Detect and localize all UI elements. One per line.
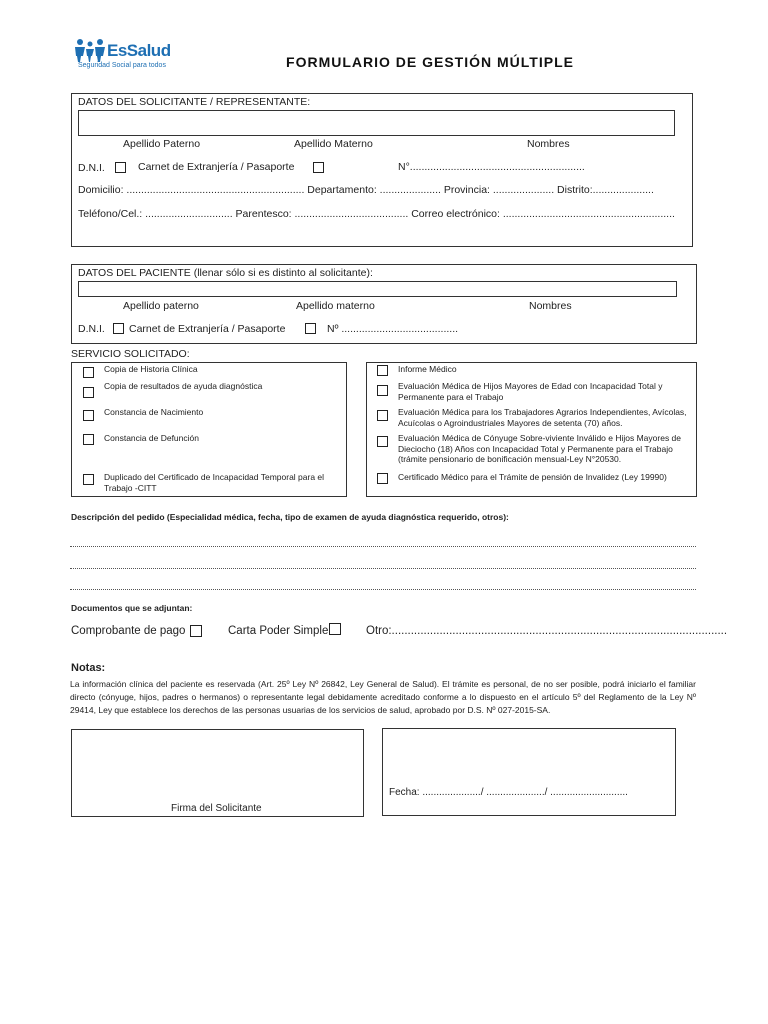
- solicitante-name-field[interactable]: [78, 110, 675, 136]
- resultados-label: Copia de resultados de ayuda diagnóstica: [104, 381, 263, 391]
- resultados-checkbox[interactable]: [83, 387, 94, 398]
- nacimiento-label: Constancia de Nacimiento: [104, 407, 204, 417]
- descripcion-label: Descripción del pedido (Especialidad médica, fecha, tipo de examen de ayuda diagnóstica requerido, otros):: [71, 512, 509, 522]
- invalidez-label: Certificado Médico para el Trámite de pensión de Invalidez (Ley 19990): [398, 472, 667, 482]
- historia-clinica-label: Copia de Historia Clínica: [104, 364, 198, 374]
- dni-label: D.N.I.: [78, 162, 105, 174]
- domicilio-field[interactable]: Domicilio: ............................................................. Departamento: ..................... Provincia: ..................... Distrito:.....................: [78, 184, 654, 196]
- fecha-field[interactable]: Fecha: ...................../ ...................../ ............................: [389, 787, 628, 798]
- paciente-dni-checkbox[interactable]: [113, 323, 124, 334]
- agrarios-label: Evaluación Médica para los Trabajadores Agrarios Independientes, Avícolas, Acuícolas o Agroindustriales Mayores de setenta (70) años.: [398, 407, 687, 428]
- notas-text: La información clínica del paciente es reservada (Art. 25º Ley Nº 26842, Ley General de Salud). El trámite es personal, de no ser posible, podrá iniciarlo el familiar directo (cónyuge, hijos, padres o hermanos) o representante legal debidamente acreditado conforme a lo dispuesto en el artículo 5º del Reglamento de la Ley Nº 29414, Ley que establece los derechos de las personas usuarias de los servicios de salud, aprobado por D.S. Nº 027-2015-SA.: [70, 679, 696, 715]
- nombres-label: Nombres: [527, 138, 570, 150]
- paciente-carnet-label: Carnet de Extranjería / Pasaporte: [129, 323, 286, 335]
- informe-medico-label: Informe Médico: [398, 364, 457, 374]
- numero-field[interactable]: N°............................................................: [398, 161, 585, 173]
- agrarios-checkbox[interactable]: [377, 410, 388, 421]
- family-logo-icon: [74, 38, 108, 64]
- paciente-carnet-checkbox[interactable]: [305, 323, 316, 334]
- carnet-checkbox[interactable]: [313, 162, 324, 173]
- citt-checkbox[interactable]: [83, 474, 94, 485]
- hijos-mayores-checkbox[interactable]: [377, 385, 388, 396]
- otro-field[interactable]: Otro:.........................................................................................................: [366, 625, 728, 637]
- documentos-label: Documentos que se adjuntan:: [71, 603, 193, 613]
- invalidez-checkbox[interactable]: [377, 473, 388, 484]
- paciente-name-field[interactable]: [78, 281, 677, 297]
- paciente-apellido-materno-label: Apellido materno: [296, 300, 375, 312]
- conyuge-checkbox[interactable]: [377, 436, 388, 447]
- descripcion-line-3[interactable]: [70, 589, 696, 590]
- firma-label: Firma del Solicitante: [171, 803, 262, 814]
- conyuge-label: Evaluación Médica de Cónyuge Sobre-viviente Inválido e Hijos Mayores de Dieciocho (18) Años con Incapacidad Total y Permanente para el Trabajo (trámite pensionario de bonificación mensual-Ley N°20530.: [398, 433, 682, 464]
- apellido-materno-label: Apellido Materno: [294, 138, 373, 150]
- fecha-box[interactable]: [382, 728, 676, 816]
- descripcion-line-1[interactable]: [70, 546, 696, 547]
- hijos-mayores-label: Evaluación Médica de Hijos Mayores de Edad con Incapacidad Total y Permanente para el Trabajo: [398, 381, 663, 402]
- essalud-logo: [74, 36, 194, 76]
- carnet-label: Carnet de Extranjería / Pasaporte: [138, 161, 295, 173]
- logo-subtitle: Seguridad Social para todos: [78, 62, 166, 69]
- carta-checkbox[interactable]: [329, 623, 341, 635]
- logo-text: EsSalud: [107, 41, 171, 60]
- page-title: FORMULARIO DE GESTIÓN MÚLTIPLE: [286, 54, 574, 70]
- paciente-dni-label: D.N.I.: [78, 323, 105, 335]
- descripcion-line-2[interactable]: [70, 568, 696, 569]
- citt-label: Duplicado del Certificado de Incapacidad Temporal para el Trabajo -CITT: [104, 472, 325, 493]
- paciente-numero-field[interactable]: Nº ........................................: [327, 323, 459, 335]
- paciente-nombres-label: Nombres: [529, 300, 572, 312]
- informe-medico-checkbox[interactable]: [377, 365, 388, 376]
- carta-label: Carta Poder Simple: [228, 625, 329, 637]
- telefono-field[interactable]: Teléfono/Cel.: .............................. Parentesco: ....................................... Correo electrónico: ...........................................................: [78, 208, 675, 220]
- notas-heading: Notas:: [71, 662, 106, 674]
- comprobante-label: Comprobante de pago: [71, 625, 186, 637]
- nacimiento-checkbox[interactable]: [83, 410, 94, 421]
- servicio-heading: SERVICIO SOLICITADO:: [71, 348, 190, 360]
- historia-clinica-checkbox[interactable]: [83, 367, 94, 378]
- solicitante-heading: DATOS DEL SOLICITANTE / REPRESENTANTE:: [78, 96, 311, 108]
- apellido-paterno-label: Apellido Paterno: [123, 138, 201, 150]
- dni-checkbox[interactable]: [115, 162, 126, 173]
- paciente-heading: DATOS DEL PACIENTE (llenar sólo si es distinto al solicitante):: [78, 267, 373, 279]
- defuncion-label: Constancia de Defunción: [104, 433, 199, 443]
- defuncion-checkbox[interactable]: [83, 434, 94, 445]
- comprobante-checkbox[interactable]: [190, 625, 202, 637]
- paciente-apellido-paterno-label: Apellido paterno: [123, 300, 199, 312]
